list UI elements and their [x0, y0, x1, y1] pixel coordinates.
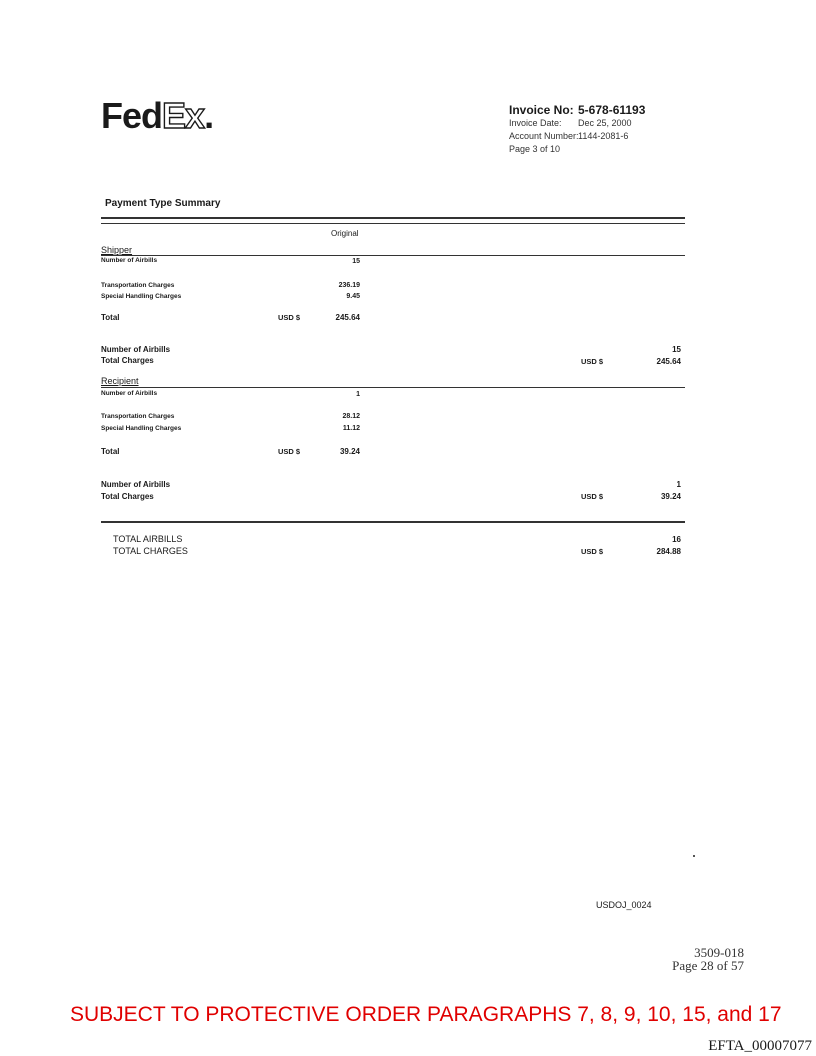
shipper-summary-airbills-value: 15: [672, 345, 681, 354]
total-charges-label: TOTAL CHARGES: [113, 546, 188, 556]
recipient-airbills-label: Number of Airbills: [101, 390, 158, 397]
shipper-summary-charges-label: Total Charges: [101, 356, 154, 365]
bates-number: USDOJ_0024: [596, 900, 652, 910]
total-charges-value: 284.88: [656, 547, 681, 556]
total-airbills-label: TOTAL AIRBILLS: [113, 534, 183, 544]
shipper-transport-label: Transportation Charges: [101, 282, 175, 289]
logo-fed: Fed: [101, 95, 163, 136]
fedex-logo: [101, 95, 214, 136]
recipient-title: Recipient: [101, 376, 139, 386]
account-number-value: 1144-2081-6: [578, 131, 629, 141]
shipper-total-currency: USD $: [278, 313, 301, 322]
shipper-special-label: Special Handling Charges: [101, 293, 182, 300]
divider: [101, 521, 685, 523]
recipient-total-label: Total: [101, 447, 120, 456]
page-of: Page 28 of 57: [672, 958, 744, 973]
account-number-label: Account Number:: [509, 131, 579, 141]
protective-order-notice: SUBJECT TO PROTECTIVE ORDER PARAGRAPHS 7, 8, 9, 10, 15, and 17: [70, 1003, 782, 1026]
shipper-total-value: 245.64: [335, 313, 360, 322]
divider: [101, 255, 685, 256]
shipper-summary-charges-value: 245.64: [656, 357, 681, 366]
divider: [101, 223, 685, 224]
case-number: 3509-018: [694, 945, 744, 960]
shipper-transport-value: 236.19: [338, 282, 360, 289]
recipient-airbills-value: 1: [356, 391, 360, 398]
recipient-summary-charges-value: 39.24: [660, 492, 681, 501]
shipper-airbills-value: 15: [352, 258, 360, 265]
shipper-airbills-label: Number of Airbills: [101, 257, 158, 264]
shipper-summary-airbills-label: Number of Airbills: [101, 345, 171, 354]
column-header-original: Original: [331, 229, 359, 238]
recipient-total-currency: USD $: [278, 447, 301, 456]
shipper-title: Shipper: [101, 245, 133, 255]
recipient-transport-label: Transportation Charges: [101, 413, 175, 420]
total-charges-currency: USD $: [581, 547, 604, 556]
total-airbills-value: 16: [672, 535, 681, 544]
shipper-special-value: 9.45: [346, 293, 360, 300]
recipient-summary-airbills-label: Number of Airbills: [101, 480, 171, 489]
section-title: Payment Type Summary: [105, 198, 221, 209]
recipient-summary-airbills-value: 1: [676, 480, 681, 489]
divider: [101, 387, 685, 388]
scan-speck: [693, 855, 695, 857]
invoice-no-value: 5-678-61193: [578, 103, 646, 117]
recipient-special-value: 11.12: [342, 425, 360, 432]
logo-ex: Ex: [162, 95, 205, 136]
shipper-total-label: Total: [101, 313, 120, 322]
divider: [101, 217, 685, 219]
efta-number: EFTA_00007077: [708, 1038, 812, 1054]
recipient-summary-charges-label: Total Charges: [101, 492, 154, 501]
recipient-transport-value: 28.12: [342, 413, 360, 420]
recipient-summary-currency: USD $: [581, 492, 604, 501]
recipient-total-value: 39.24: [339, 447, 360, 456]
invoice-date-label: Invoice Date:: [509, 118, 562, 128]
shipper-summary-currency: USD $: [581, 357, 604, 366]
logo-dot: .: [204, 95, 214, 136]
invoice-no-label: Invoice No:: [509, 103, 574, 117]
recipient-special-label: Special Handling Charges: [101, 425, 182, 432]
page-indicator: Page 3 of 10: [509, 144, 561, 154]
invoice-date-value: Dec 25, 2000: [578, 118, 632, 128]
